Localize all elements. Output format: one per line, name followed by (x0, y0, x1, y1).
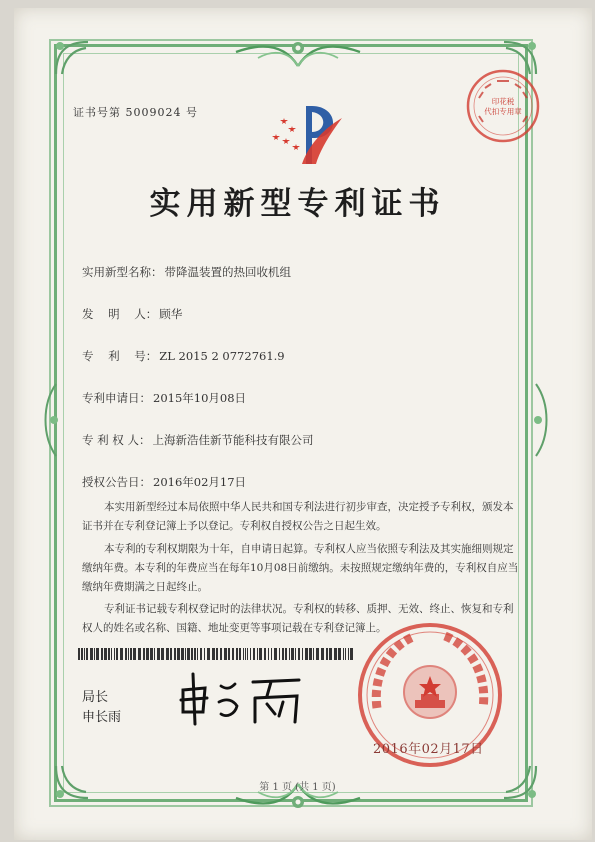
term-paragraph (82, 540, 522, 597)
barcode-icon (78, 648, 353, 660)
director-title: 局长 (82, 690, 109, 705)
field-label: 授权公告日： (82, 475, 151, 489)
svg-text:代扣专用章: 代扣专用章 (484, 107, 522, 116)
application-date-field (82, 390, 246, 406)
certificate-number-value: 5009024 (125, 106, 182, 119)
field-value: 带降温装置的热回收机组 (164, 265, 291, 279)
national-emblem-icon (404, 666, 456, 718)
field-label: 发 明 人： (82, 307, 158, 321)
field-value: 2015年10月08日 (153, 391, 247, 405)
seal-date: 2016年02月17日 (373, 742, 484, 757)
grant-announcement-date-field (82, 474, 246, 490)
utility-model-name-field (82, 264, 291, 280)
certificate-number (73, 104, 198, 120)
certificate-number-suffix: 号 (186, 106, 198, 119)
field-value: ZL 2015 2 0772761.9 (159, 349, 285, 363)
corner-ornament-icon (52, 38, 92, 78)
paragraph-text: 专利证书记载专利权登记时的法律状况。专利权的转移、质押、无效、终止、恢复和专利权人的姓名或名称、国籍、地址变更等事项记载在专利登记簿上。 (82, 603, 514, 634)
top-ornament-icon (228, 36, 368, 70)
field-value: 顾华 (159, 307, 183, 321)
field-label: 专 利 号： (82, 349, 158, 363)
field-label: 专 利 权 人： (82, 433, 151, 447)
field-label: 专利申请日： (82, 391, 151, 405)
director-block (82, 688, 121, 728)
director-name: 申长雨 (82, 710, 122, 725)
field-label: 实用新型名称： (82, 265, 163, 279)
patentee-field (82, 432, 313, 448)
certificate-number-label: 证书号第 (73, 106, 121, 119)
sipo-emblem-icon (268, 100, 348, 168)
certificate-title: 实用新型专利证书 (149, 186, 446, 222)
field-value: 2016年02月17日 (153, 475, 247, 489)
right-ornament-icon (528, 380, 552, 460)
inventor-field (82, 306, 182, 322)
grant-paragraph (82, 498, 522, 536)
svg-text:印花税: 印花税 (491, 97, 515, 106)
left-ornament-icon (40, 380, 64, 460)
field-value: 上海新浩佳新节能科技有限公司 (152, 433, 314, 447)
paragraph-text: 本专利的专利权期限为十年，自申请日起算。专利权人应当依照专利法及其实施细则规定缴纳年费。本专利的年费应当在每年10月08日前缴纳。未按照规定缴纳年费的，专利权自应当缴纳年费期满之日起终止。 (82, 543, 519, 593)
tax-agency-seal-icon (465, 68, 541, 144)
page-number: 第 1 页 (共 1 页) (259, 782, 336, 793)
signature-icon (175, 668, 315, 728)
paragraph-text: 本实用新型经过本局依照中华人民共和国专利法进行初步审查，决定授予专利权，颁发本证书并在专利登记簿上予以登记。专利权自授权公告之日起生效。 (82, 501, 514, 532)
patent-number-field (82, 348, 285, 364)
